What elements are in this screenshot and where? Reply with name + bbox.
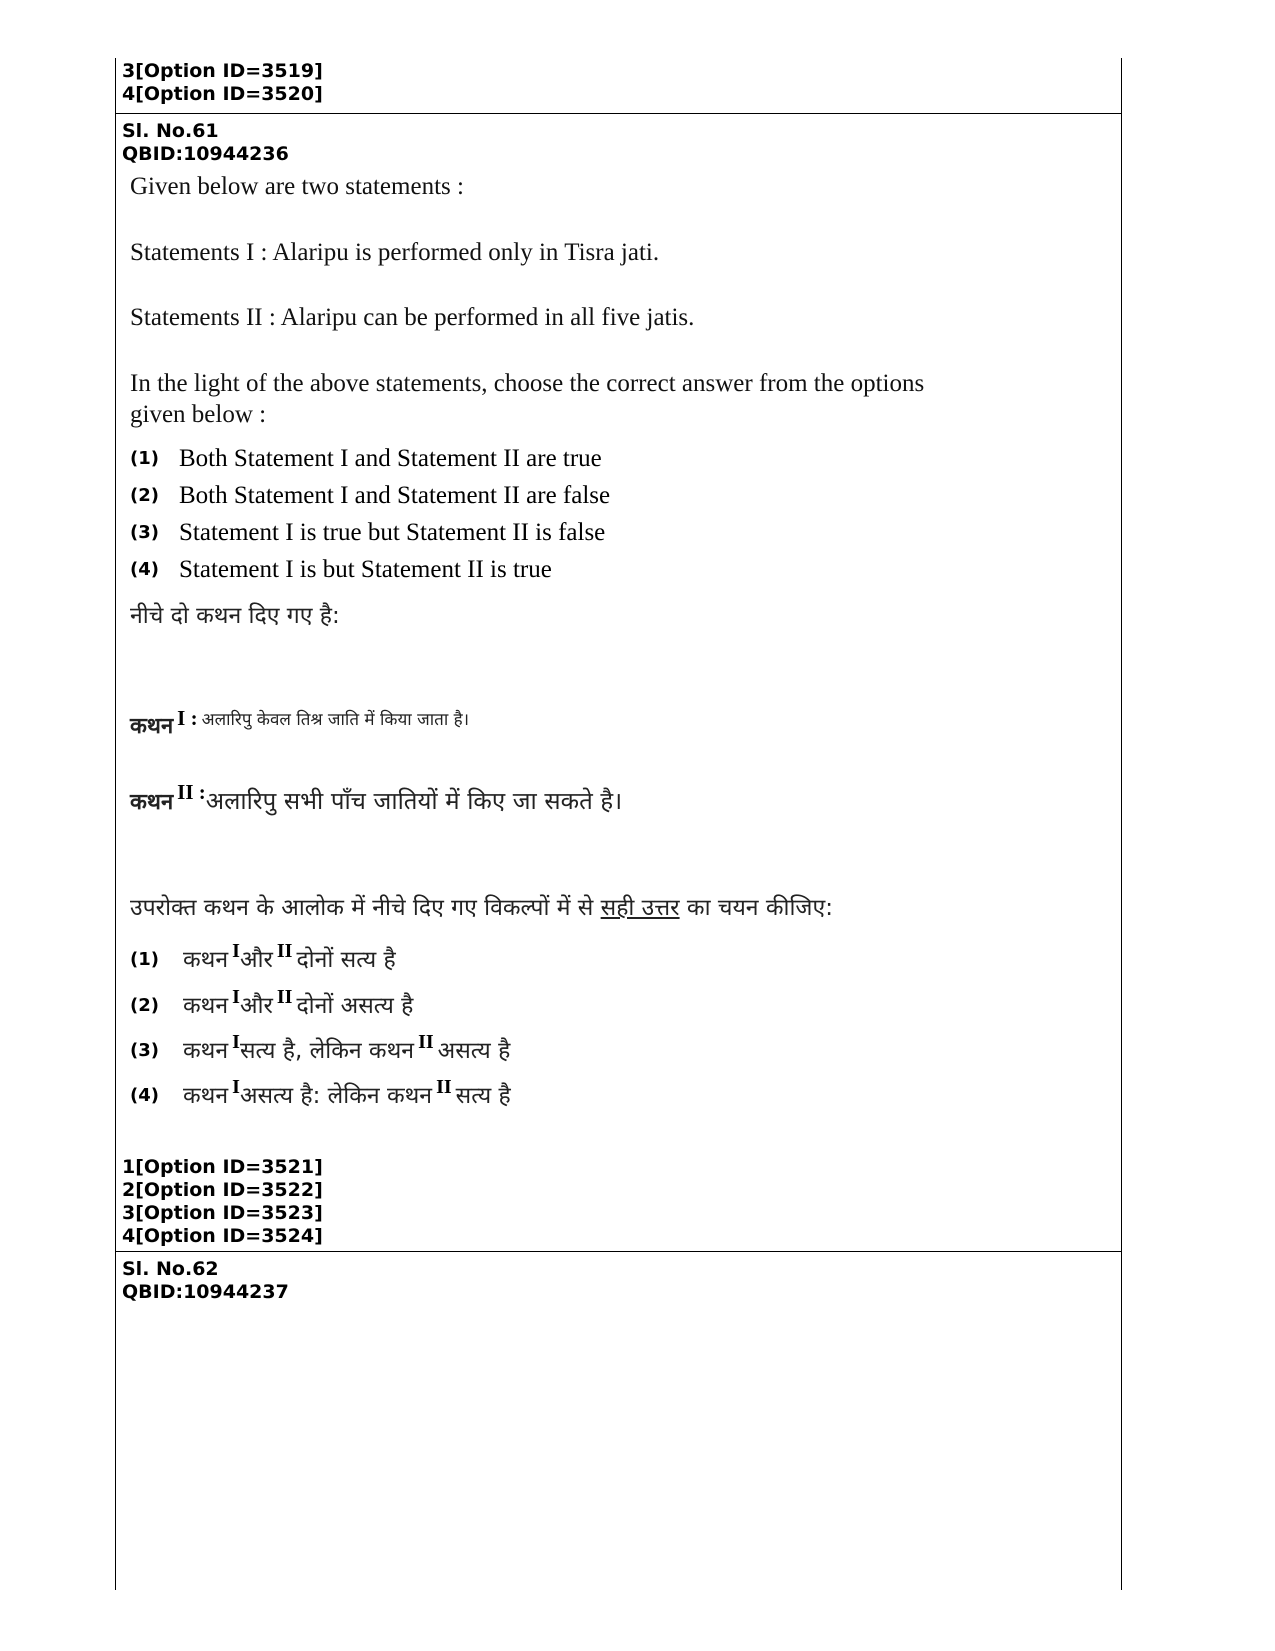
option-text: Statement I is but Statement II is true (179, 556, 552, 583)
option-id-line: 2[Option ID=3522] (122, 1179, 323, 1201)
hindi-statement-2 (130, 780, 622, 817)
statement-roman: II : (177, 780, 206, 804)
option-word: दोनों असत्य है (296, 993, 414, 1019)
hindi-statement-text: अलारिपु केवल तिश्र जाति में किया जाता है। (201, 710, 470, 730)
previous-option-ids (122, 60, 323, 106)
qbid: QBID:10944237 (122, 1281, 289, 1303)
statement-1: Statements I : Alaripu is performed only in Tisra jati. (130, 239, 660, 266)
option-text: Statement I is true but Statement II is false (179, 519, 606, 546)
option-4 (130, 556, 552, 584)
roman-numeral: II (276, 986, 293, 1008)
option-ids (122, 1156, 323, 1248)
option-3 (130, 519, 605, 547)
instruction-text: का चयन कीजिए: (686, 895, 833, 921)
option-word: कथन (183, 1083, 229, 1109)
roman-numeral: I (232, 1031, 240, 1053)
option-number: (1) (130, 949, 159, 970)
hindi-statement-1 (130, 706, 469, 740)
hindi-option-2 (130, 986, 413, 1020)
hindi-option-1 (130, 940, 396, 974)
option-word: कथन (183, 947, 229, 973)
question-divider (115, 113, 1122, 114)
hindi-option-3 (130, 1031, 510, 1065)
katha-label: कथन (130, 714, 174, 739)
roman-numeral: I (232, 940, 240, 962)
option-id-line: 4[Option ID=3520] (122, 83, 323, 105)
option-word: असत्य है (437, 1038, 511, 1064)
question-header (122, 1258, 289, 1304)
roman-numeral: I (232, 986, 240, 1008)
serial-number: Sl. No.62 (122, 1258, 219, 1280)
option-word: सत्य है (455, 1083, 511, 1109)
hindi-option-4 (130, 1076, 511, 1110)
qbid: QBID:10944236 (122, 143, 289, 165)
roman-numeral: II (276, 940, 293, 962)
option-word: और (239, 947, 273, 973)
option-number: (2) (130, 485, 159, 506)
option-1 (130, 445, 602, 473)
option-word: कथन (183, 993, 229, 1019)
instruction-emphasis: सही उत्तर (600, 895, 680, 921)
option-word: दोनों सत्य है (296, 947, 396, 973)
roman-numeral: II (436, 1076, 452, 1098)
option-word: और (239, 993, 273, 1019)
statement-roman: I : (177, 706, 198, 730)
question-divider (115, 1251, 1122, 1252)
option-word: कथन (183, 1038, 229, 1064)
option-number: (3) (130, 522, 159, 543)
hindi-statement-text: अलारिपु सभी पाँच जातियों में किए जा सकते है। (205, 787, 623, 815)
option-number: (4) (130, 559, 159, 580)
katha-label: कथन (130, 790, 174, 815)
option-number: (1) (130, 448, 159, 469)
option-number: (2) (130, 995, 159, 1016)
option-2 (130, 482, 610, 510)
option-id-line: 3[Option ID=3523] (122, 1202, 323, 1224)
option-word: सत्य है, लेकिन कथन (239, 1038, 415, 1064)
statement-2: Statements II : Alaripu can be performed in all five jatis. (130, 304, 695, 331)
option-text: Both Statement I and Statement II are false (179, 482, 611, 509)
question-header (122, 120, 289, 166)
hindi-intro: नीचे दो कथन दिए गए है: (130, 603, 340, 629)
option-id-line: 4[Option ID=3524] (122, 1225, 323, 1247)
option-number: (3) (130, 1040, 159, 1061)
option-id-line: 3[Option ID=3519] (122, 60, 323, 82)
left-border (115, 58, 116, 1590)
serial-number: Sl. No.61 (122, 120, 219, 142)
right-border (1121, 58, 1122, 1590)
instruction-line-1: In the light of the above statements, choose the correct answer from the options (130, 370, 925, 397)
option-number: (4) (130, 1085, 159, 1106)
roman-numeral: I (232, 1076, 240, 1098)
option-id-line: 1[Option ID=3521] (122, 1156, 323, 1178)
option-text: Both Statement I and Statement II are true (179, 445, 602, 472)
hindi-instruction (130, 890, 833, 922)
instruction-text: उपरोक्त कथन के आलोक में नीचे दिए गए विकल्पों में से (130, 895, 594, 921)
roman-numeral: II (418, 1031, 434, 1053)
option-word: असत्य है: लेकिन कथन (239, 1083, 433, 1109)
instruction-line-2: given below : (130, 401, 267, 428)
question-intro: Given below are two statements : (130, 173, 464, 200)
